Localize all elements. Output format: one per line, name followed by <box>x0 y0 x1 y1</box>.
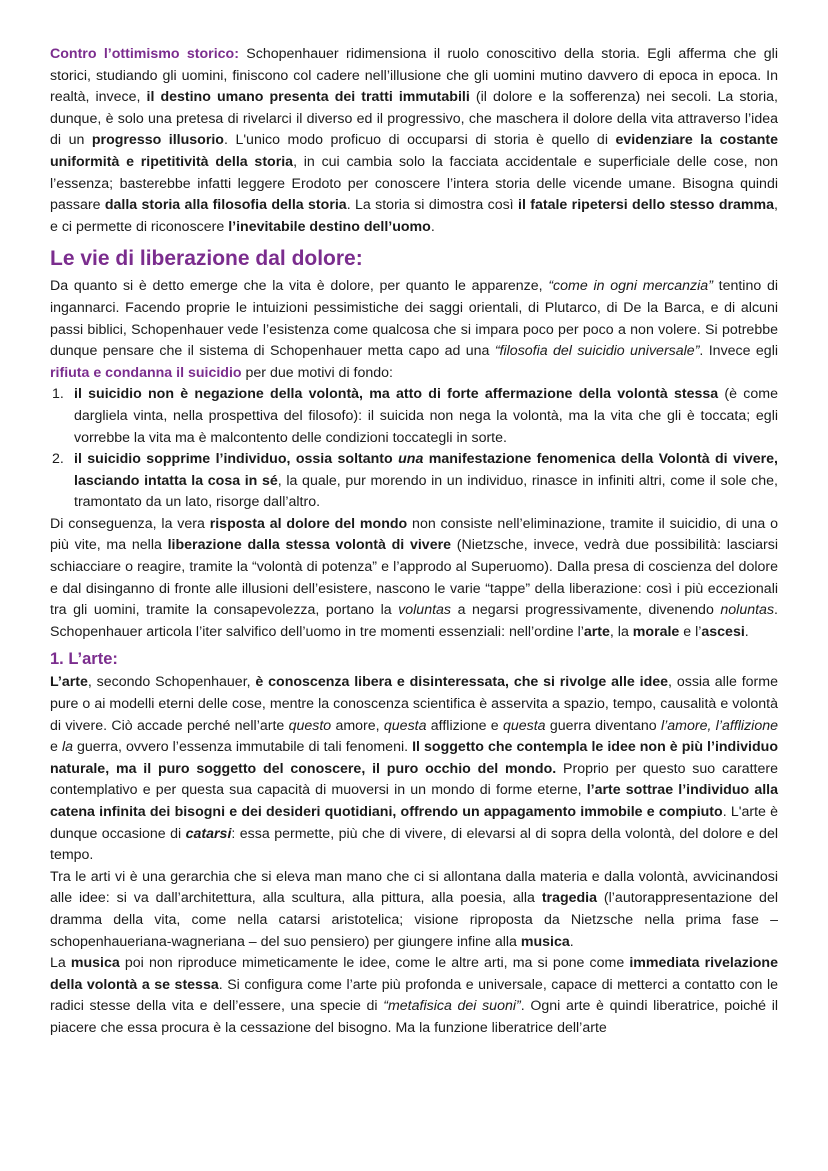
bold-text: L’arte <box>50 674 88 691</box>
list-number: 2. <box>52 451 64 468</box>
text: afflizione e <box>426 717 503 734</box>
text: e l’ <box>679 623 702 640</box>
highlight-text: rifiuta e condanna il suicidio <box>50 364 242 381</box>
italic-text: la <box>61 739 73 756</box>
text: La <box>50 955 71 972</box>
bold-text: musica <box>70 955 120 972</box>
text: . Schopenhauer articola l’iter salvifico dell’uomo in tre momenti essenziali: nell’ordine l’ <box>50 602 778 640</box>
text: , la quale, pur morendo in un individuo, rinasce in infiniti altri, come il sole che, tramontato da un lato, risorge dall’altro. <box>74 472 778 511</box>
text: , la <box>609 623 633 640</box>
bold-text: dalla storia alla filosofia della storia <box>104 197 347 214</box>
text: a negarsi progressivamente, divenendo <box>451 602 721 619</box>
text: (Nietzsche, invece, vedrà due possibilità: lasciarsi schiacciare o reagire, tramite la “volontà di potenza” e l’approdo al Superuomo). Dalla presa di coscienza del dolore e dal disinganno di fronte alle illusioni dell’esistere, nascono le varie “tappe” della liberazione: così i più eccezionali tra gli uomini, tramite la consapevolezza, portano la <box>50 537 779 619</box>
text: , secondo Schopenhauer, <box>87 674 256 691</box>
italic-text: questa <box>383 717 427 734</box>
text: . L'arte è dunque occasione di <box>50 804 778 842</box>
bold-text: il destino umano presenta dei tratti immutabili <box>146 89 470 106</box>
bold-italic-text: catarsi <box>185 825 232 842</box>
text: : essa permette, più che di vivere, di elevarsi al di sopra della volontà, del dolore e del tempo. <box>50 825 778 864</box>
bold-text: tragedia <box>541 890 598 907</box>
section-heading: Le vie di liberazione dal dolore: <box>50 247 363 271</box>
bold-text: risposta al dolore del mondo <box>209 515 408 532</box>
paragraph-arte <box>50 672 778 866</box>
text: . Invece egli <box>699 343 778 360</box>
text: . Ogni arte è quindi liberatrice, poiché il piacere che essa procura è la cessazione del bisogno. Ma la funzione liberatrice dell’arte <box>50 998 778 1036</box>
text: Schopenhauer ridimensiona il ruolo conoscitivo della storia. Egli afferma che gli storici, studiando gli uomini, finiscono col cadere nell’illusione che gli uomini mutino davvero di epoca in epoca. In realtà, invece, <box>50 46 778 106</box>
paragraph-storia <box>50 44 778 238</box>
bold-text: morale <box>632 623 680 640</box>
bold-italic-text: una <box>398 451 424 468</box>
text: poi non riproduce mimeticamente le idee, come le altre arti, ma si pone come <box>119 955 630 972</box>
paragraph-musica <box>50 953 778 1039</box>
bold-text: liberazione dalla stessa volontà di vivere <box>167 537 452 554</box>
bold-text: progresso illusorio <box>91 132 224 149</box>
text: Da quanto si è detto emerge che la vita è dolore, per quanto le apparenze, <box>50 278 549 295</box>
bold-text: è conoscenza libera e disinteressata, che si rivolge alle idee <box>255 674 669 691</box>
text: . <box>430 218 435 235</box>
bold-text: musica <box>520 933 570 950</box>
text: . La storia si dimostra così <box>346 197 518 214</box>
text: (l’autorappresentazione del dramma della vita, come nella catarsi aristotelica; visione riproposta da Nietzsche nella prima fase – schopenhaueriana-wagneriana – del suo pensiero) per giungere infine alla <box>50 890 778 950</box>
text: Proprio per questo suo carattere contemplativo e per questa sua capacità di muoversi in un mondo di forme eterne, <box>50 760 778 799</box>
text: amore, <box>331 717 384 734</box>
text: . L'unico modo proficuo di occuparsi di storia è quello di <box>223 132 616 149</box>
bold-text: manifestazione fenomenica della Volontà di vivere, lasciando intatta la cosa in sé <box>74 451 778 489</box>
bold-text: il suicidio sopprime l’individuo, ossia soltanto <box>74 451 399 468</box>
italic-text: questo <box>288 717 332 734</box>
bold-text: evidenziare la costante uniformità e ripetitività della storia <box>50 132 779 170</box>
text: , in cui cambia solo la facciata accidentale e superficiale delle cose, non l’essenza; basterebbe infatti leggere Erodoto per conoscere l’intera storia delle vicende umane. Bisogna quindi passare <box>50 153 778 214</box>
text: , e ci permette di riconoscere <box>50 197 778 235</box>
text: tentino di ingannarci. Facendo proprie le intuizioni pessimistiche dei saggi orientali, di Plutarco, di De la Barca, e di alcuni passi biblici, Schopenhauer vede l’esistenza come qualcosa che si impara poco per poco a non volere. Si potrebbe dunque pensare che il sistema di Schopenhauer metta capo ad una <box>50 278 778 360</box>
document-page <box>50 44 778 1040</box>
numbered-list <box>50 384 778 514</box>
bold-text: il fatale ripetersi dello stesso dramma <box>518 197 775 214</box>
text: non consiste nell’eliminazione, tramite il suicidio, di una o più vite, ma nella <box>50 515 779 554</box>
list-item <box>50 449 778 514</box>
text: e <box>50 739 62 756</box>
list-number: 1. <box>52 386 64 403</box>
text: . <box>744 623 749 640</box>
italic-text: “filosofia del suicidio universale” <box>494 343 700 360</box>
text: . Si configura come l’arte più profonda e universale, capace di metterci a contatto con le radici stesse della vita e dell’essere, una specie di <box>50 976 778 1015</box>
paragraph-gerarchia <box>50 867 778 953</box>
lead-term: Contro l’ottimismo storico: <box>50 46 239 62</box>
italic-text: voluntas <box>398 602 452 619</box>
italic-text: “come in ogni mercanzia” <box>548 278 713 295</box>
italic-text: questa <box>502 717 546 734</box>
italic-text: noluntas <box>720 602 775 619</box>
bold-text: immediata rivelazione della volontà a se stessa <box>50 955 778 993</box>
text: (il dolore e la sofferenza) nei secoli. La storia, dunque, è solo una pretesa di rivelarci il diverso ed il progressivo, che maschera il dolore della vita attraverso l’idea di un <box>50 89 778 149</box>
list-item <box>50 384 778 449</box>
text: Di conseguenza, la vera <box>50 515 210 532</box>
text: guerra diventano <box>545 717 661 734</box>
italic-text: “metafisica dei suoni” <box>383 998 521 1015</box>
paragraph-dolore <box>50 276 778 384</box>
text: per due motivi di fondo: <box>241 364 393 381</box>
bold-text: l’arte sottrae l’individuo alla catena infinita dei bisogni e dei desideri quotidiani, offrendo un appagamento immobile e compiuto <box>50 782 778 820</box>
bold-text: l’inevitabile destino dell’uomo <box>228 218 431 235</box>
bold-text: Il soggetto che contempla le idee non è più l’individuo naturale, ma il puro soggetto del conoscere, il puro occhio del mondo. <box>50 739 778 777</box>
paragraph-conseguenza <box>50 514 778 644</box>
bold-text: arte <box>583 623 610 640</box>
bold-text: ascesi <box>701 623 745 640</box>
bold-text: il suicidio non è negazione della volontà, ma atto di forte affermazione della volontà stessa <box>74 386 719 403</box>
text: Tra le arti vi è una gerarchia che si eleva man mano che ci si allontana dalla materia e dalla volontà, avvicinandosi alle idee: si va dall’architettura, alla scultura, alla pittura, alla poesia, alla <box>50 868 778 907</box>
text: (è come dargliela vinta, nella prospettiva del filosofo): il suicida non nega la volontà, ma la vita che gli è toccata; egli vorrebbe la vita ma è malcontento delle condizioni toccategli in sorte. <box>74 386 778 446</box>
subsection-heading: 1. L’arte: <box>50 650 118 669</box>
text: , ossia alle forme pure o ai modelli eterni delle cose, mentre la conoscenza scientifica è asservita a spazio, tempo, causalità e volontà di vivere. Ciò accade perché nell’arte <box>50 674 778 734</box>
text: guerra, ovvero l’essenza immutabile di tali fenomeni. <box>72 739 413 756</box>
text: . <box>569 933 574 950</box>
italic-text: l’amore, l’afflizione <box>660 717 778 734</box>
